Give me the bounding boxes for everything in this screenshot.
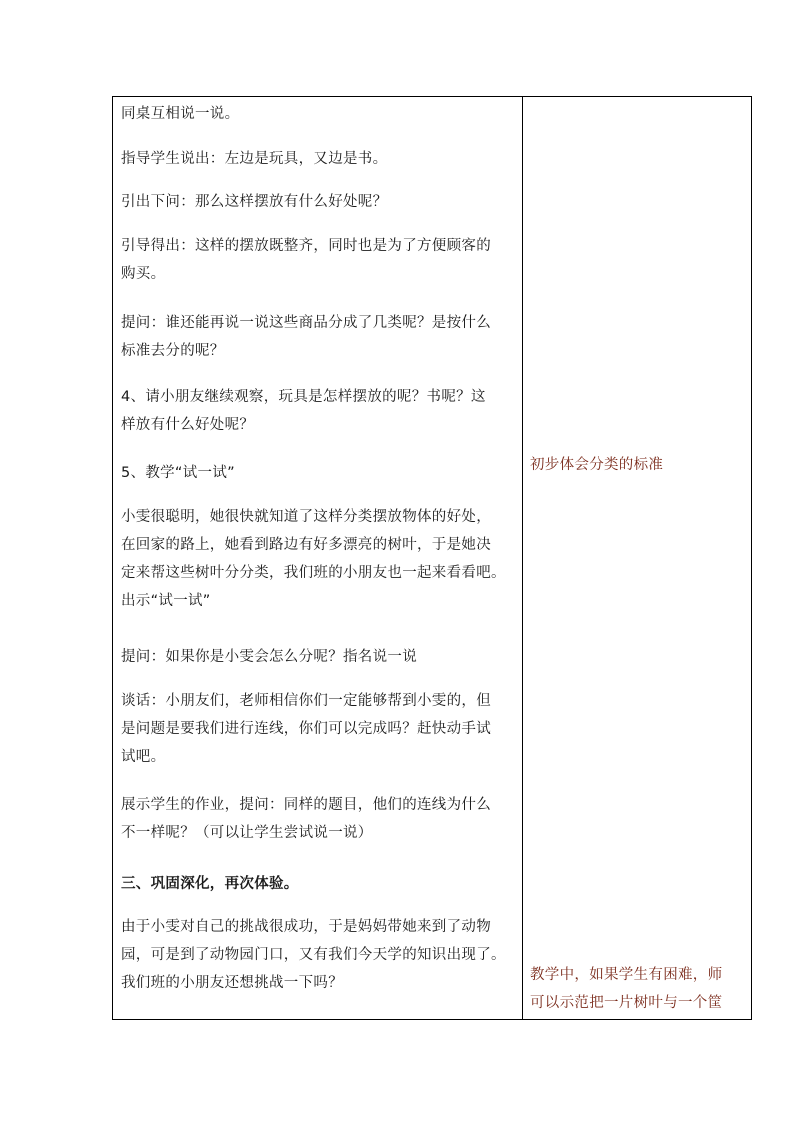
teaching-note-2: 教学中，如果学生有困难，师 可以示范把一片树叶与一个筐 [530, 967, 723, 1011]
teaching-note-1: 初步体会分类的标准 [530, 457, 664, 473]
paragraph-11: 展示学生的作业，提问：同样的题目，他们的连线为什么 不一样呢？（可以让学生尝试说一说） [121, 797, 491, 841]
paragraph-4: 引导得出：这样的摆放既整齐，同时也是为了方便顾客的 购买。 [121, 238, 491, 282]
paragraph-6: 4、请小朋友继续观察，玩具是怎样摆放的呢？书呢？这 样放有什么好处呢？ [121, 389, 486, 433]
paragraph-3: 引出下问：那么这样摆放有什么好处呢？ [121, 194, 388, 210]
paragraph-1: 同桌互相说一说。 [121, 106, 240, 122]
section-heading: 三、巩固深化，再次体验。 [121, 876, 299, 892]
paragraph-7: 5、教学“试一试” [121, 465, 235, 481]
paragraph-2: 指导学生说出：左边是玩具，又边是书。 [121, 151, 388, 167]
lesson-table [112, 96, 752, 1020]
paragraph-9: 提问：如果你是小雯会怎么分呢？指名说一说 [121, 649, 417, 665]
paragraph-5: 提问：谁还能再说一说这些商品分成了几类呢？是按什么 标准去分的呢？ [121, 315, 491, 359]
paragraph-10: 谈话：小朋友们，老师相信你们一定能够帮到小雯的，但 是问题是要我们进行连线，你们可以完成吗？赶快动手试 试吧。 [121, 693, 491, 765]
paragraph-13: 由于小雯对自己的挑战很成功，于是妈妈带她来到了动物 园，可是到了动物园门口，又有我们今天学的知识出现了。 我们班的小朋友还想挑战一下吗？ [121, 919, 506, 991]
paragraph-8: 小雯很聪明，她很快就知道了这样分类摆放物体的好处， 在回家的路上，她看到路边有好多漂亮的树叶，于是她决 定来帮这些树叶分分类，我们班的小朋友也一起来看看吧。 出示“试一试” [121, 509, 506, 609]
